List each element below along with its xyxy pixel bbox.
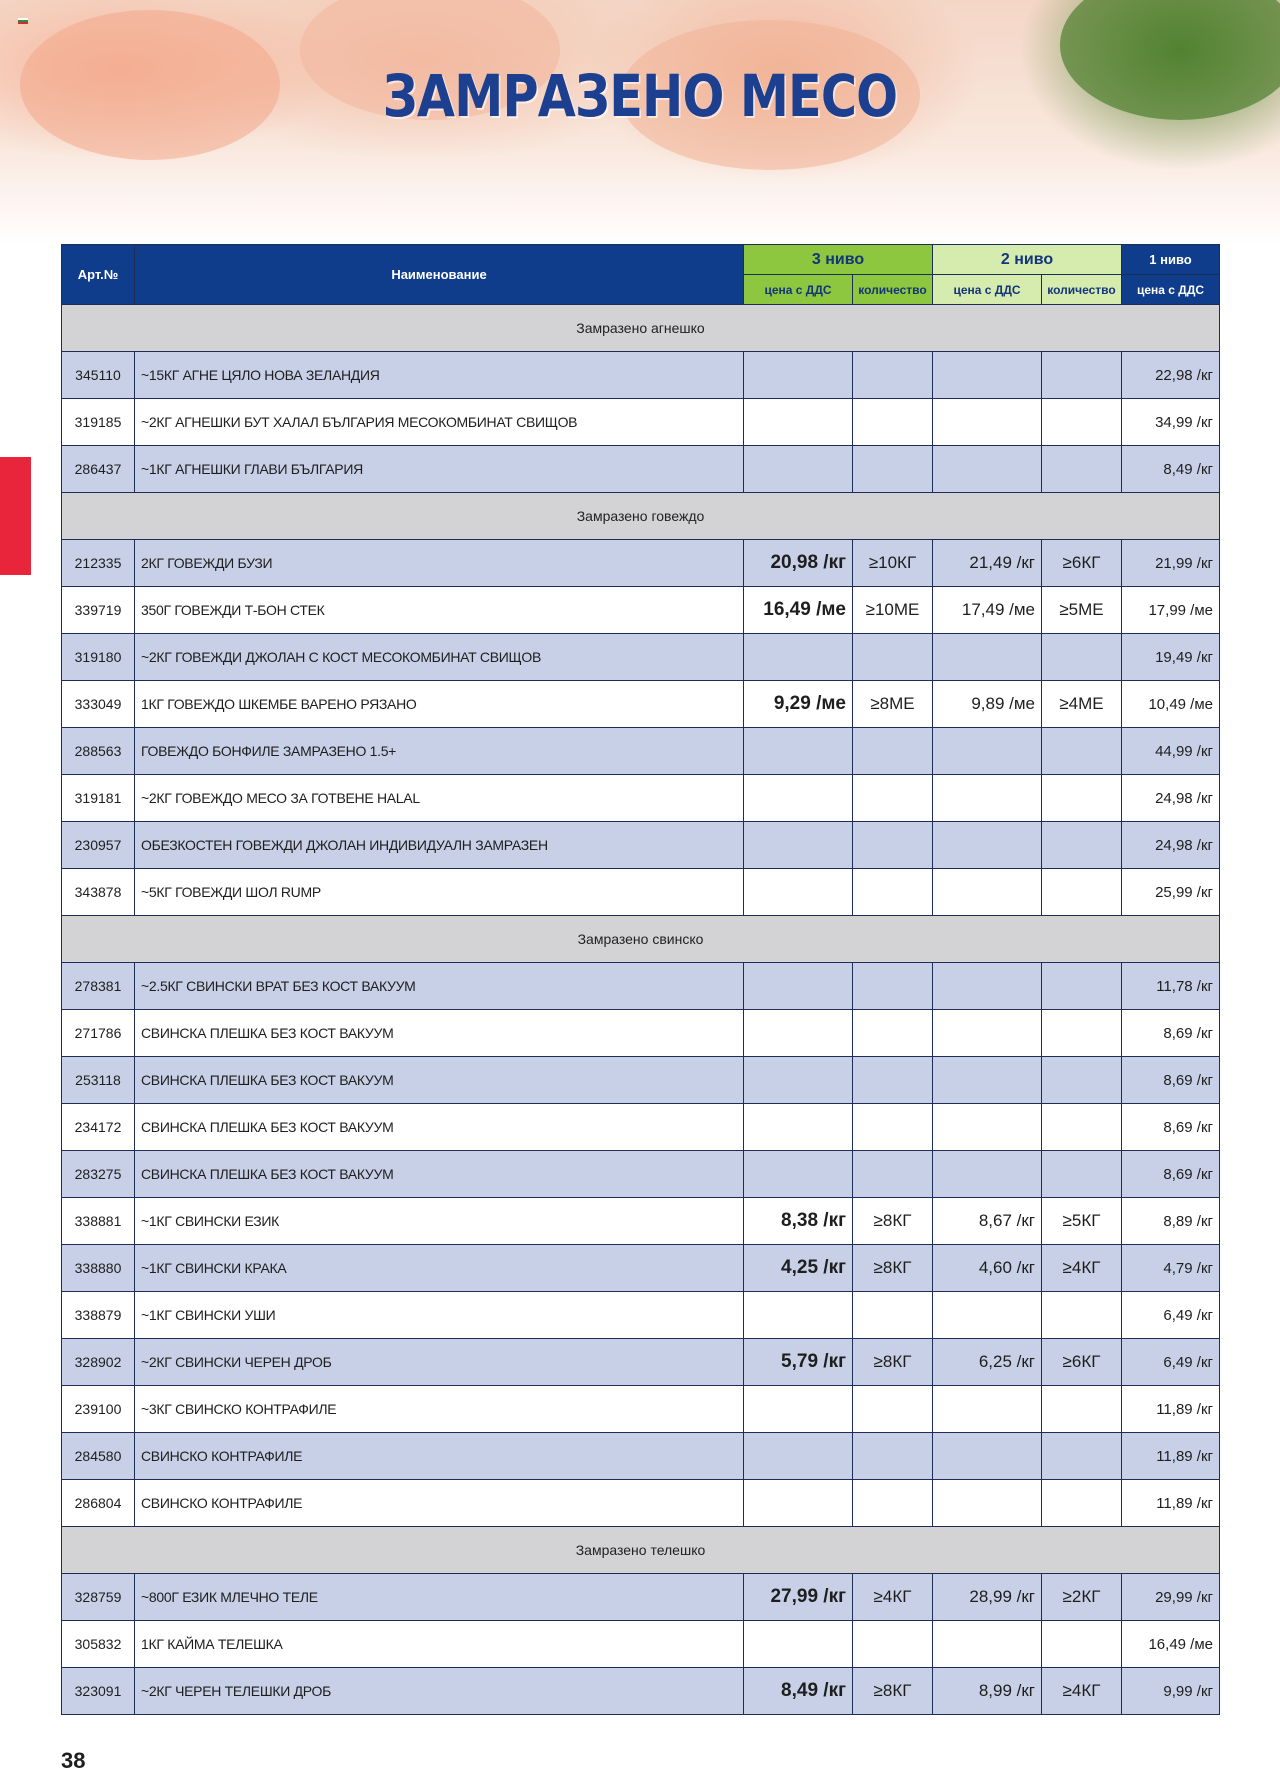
tier1-price: 8,49 /кг — [1122, 446, 1220, 493]
tier3-quantity: ≥8МЕ — [853, 681, 933, 728]
tier3-price — [744, 1386, 853, 1433]
table-row — [62, 1386, 1220, 1433]
article-number: 328759 — [62, 1574, 135, 1621]
tier3-price — [744, 1010, 853, 1057]
tier1-price: 8,89 /кг — [1122, 1198, 1220, 1245]
section-side-tab — [0, 457, 31, 575]
tier2-quantity — [1042, 1480, 1122, 1527]
table-row — [62, 869, 1220, 916]
article-number: 283275 — [62, 1151, 135, 1198]
section-row — [62, 305, 1220, 352]
product-name: ~15КГ АГНЕ ЦЯЛО НОВА ЗЕЛАНДИЯ — [135, 352, 744, 399]
product-name: ~1КГ АГНЕШКИ ГЛАВИ БЪЛГАРИЯ — [135, 446, 744, 493]
tier2-price — [933, 399, 1042, 446]
product-name: СВИНСКО КОНТРАФИЛЕ — [135, 1480, 744, 1527]
tier2-quantity — [1042, 1621, 1122, 1668]
tier2-quantity — [1042, 399, 1122, 446]
tier3-quantity — [853, 775, 933, 822]
tier2-price — [933, 822, 1042, 869]
tier2-quantity — [1042, 869, 1122, 916]
table-row — [62, 1339, 1220, 1386]
tier2-price: 8,67 /кг — [933, 1198, 1042, 1245]
tier3-price — [744, 399, 853, 446]
product-name: ~1КГ СВИНСКИ УШИ — [135, 1292, 744, 1339]
article-number: 234172 — [62, 1104, 135, 1151]
product-name: ~2КГ ГОВЕЖДИ ДЖОЛАН С КОСТ МЕСОКОМБИНАТ СВИЩОВ — [135, 634, 744, 681]
product-name: 2КГ ГОВЕЖДИ БУЗИ — [135, 540, 744, 587]
product-name: СВИНСКО КОНТРАФИЛЕ — [135, 1433, 744, 1480]
tier3-price: 20,98 /кг — [744, 540, 853, 587]
tier3-price — [744, 1151, 853, 1198]
tier2-quantity — [1042, 963, 1122, 1010]
tier2-price: 6,25 /кг — [933, 1339, 1042, 1386]
table-row — [62, 352, 1220, 399]
tier3-price: 5,79 /кг — [744, 1339, 853, 1386]
tier3-price: 16,49 /ме — [744, 587, 853, 634]
tier1-price: 11,78 /кг — [1122, 963, 1220, 1010]
tier2-price — [933, 1010, 1042, 1057]
product-name: ~2КГ ГОВЕЖДО МЕСО ЗА ГОТВЕНЕ HALAL — [135, 775, 744, 822]
tier3-quantity — [853, 352, 933, 399]
article-number: 328902 — [62, 1339, 135, 1386]
header-tier2-quantity: количество — [1042, 275, 1122, 305]
article-number: 288563 — [62, 728, 135, 775]
article-number: 338880 — [62, 1245, 135, 1292]
tier2-quantity — [1042, 1292, 1122, 1339]
tier3-quantity — [853, 869, 933, 916]
section-title: Замразено говеждо — [62, 493, 1220, 540]
table-row — [62, 728, 1220, 775]
tier1-price: 6,49 /кг — [1122, 1339, 1220, 1386]
tier3-price: 8,49 /кг — [744, 1668, 853, 1715]
header-name: Наименование — [135, 245, 744, 305]
hero-banner — [0, 0, 1280, 245]
tier3-price — [744, 1057, 853, 1104]
product-name: ~5КГ ГОВЕЖДИ ШОЛ RUMP — [135, 869, 744, 916]
article-number: 230957 — [62, 822, 135, 869]
article-number: 278381 — [62, 963, 135, 1010]
header-tier2: 2 ниво — [933, 245, 1122, 275]
tier3-price: 4,25 /кг — [744, 1245, 853, 1292]
tier2-price — [933, 634, 1042, 681]
tier2-quantity: ≥5КГ — [1042, 1198, 1122, 1245]
tier1-price: 11,89 /кг — [1122, 1480, 1220, 1527]
article-number: 253118 — [62, 1057, 135, 1104]
tier3-price — [744, 446, 853, 493]
tier1-price: 9,99 /кг — [1122, 1668, 1220, 1715]
tier2-price: 4,60 /кг — [933, 1245, 1042, 1292]
tier3-price — [744, 869, 853, 916]
article-number: 239100 — [62, 1386, 135, 1433]
tier1-price: 11,89 /кг — [1122, 1433, 1220, 1480]
tier3-quantity: ≥8КГ — [853, 1198, 933, 1245]
tier2-price — [933, 1151, 1042, 1198]
table-row — [62, 681, 1220, 728]
tier3-quantity — [853, 1057, 933, 1104]
table-row — [62, 446, 1220, 493]
table-row — [62, 1198, 1220, 1245]
tier3-quantity: ≥4КГ — [853, 1574, 933, 1621]
tier2-price — [933, 963, 1042, 1010]
tier1-price: 8,69 /кг — [1122, 1057, 1220, 1104]
tier2-price — [933, 1480, 1042, 1527]
tier2-price — [933, 446, 1042, 493]
tier2-price — [933, 869, 1042, 916]
section-title: Замразено телешко — [62, 1527, 1220, 1574]
header-art: Арт.№ — [62, 245, 135, 305]
tier1-price: 8,69 /кг — [1122, 1104, 1220, 1151]
product-name: СВИНСКА ПЛЕШКА БЕЗ КОСТ ВАКУУМ — [135, 1104, 744, 1151]
tier3-quantity — [853, 822, 933, 869]
article-number: 319185 — [62, 399, 135, 446]
header-tier3-price: цена с ДДС — [744, 275, 853, 305]
tier3-quantity — [853, 1433, 933, 1480]
section-row — [62, 493, 1220, 540]
tier2-price — [933, 1386, 1042, 1433]
article-number: 319181 — [62, 775, 135, 822]
product-name: ~1КГ СВИНСКИ ЕЗИК — [135, 1198, 744, 1245]
table-row — [62, 1010, 1220, 1057]
article-number: 323091 — [62, 1668, 135, 1715]
article-number: 345110 — [62, 352, 135, 399]
tier2-price: 17,49 /ме — [933, 587, 1042, 634]
tier1-price: 34,99 /кг — [1122, 399, 1220, 446]
tier2-quantity — [1042, 634, 1122, 681]
tier2-price — [933, 728, 1042, 775]
tier2-quantity: ≥6КГ — [1042, 1339, 1122, 1386]
tier1-price: 25,99 /кг — [1122, 869, 1220, 916]
tier1-price: 10,49 /ме — [1122, 681, 1220, 728]
header-tier1: 1 ниво — [1122, 245, 1220, 275]
tier3-price — [744, 963, 853, 1010]
product-name: 350Г ГОВЕЖДИ Т-БОН СТЕК — [135, 587, 744, 634]
tier2-price — [933, 775, 1042, 822]
tier3-quantity: ≥8КГ — [853, 1245, 933, 1292]
product-name: 1КГ ГОВЕЖДО ШКЕМБЕ ВАРЕНО РЯЗАНО — [135, 681, 744, 728]
tier2-price — [933, 1292, 1042, 1339]
article-number: 271786 — [62, 1010, 135, 1057]
tier3-quantity — [853, 1151, 933, 1198]
article-number: 286437 — [62, 446, 135, 493]
header-tier3-quantity: количество — [853, 275, 933, 305]
article-number: 286804 — [62, 1480, 135, 1527]
tier2-quantity — [1042, 1104, 1122, 1151]
tier2-quantity — [1042, 1151, 1122, 1198]
tier3-quantity — [853, 399, 933, 446]
tier2-price: 8,99 /кг — [933, 1668, 1042, 1715]
section-title: Замразено агнешко — [62, 305, 1220, 352]
tier2-quantity: ≥4КГ — [1042, 1668, 1122, 1715]
tier3-quantity — [853, 728, 933, 775]
tier1-price: 8,69 /кг — [1122, 1010, 1220, 1057]
table-row — [62, 634, 1220, 681]
article-number: 343878 — [62, 869, 135, 916]
tier3-quantity: ≥10МЕ — [853, 587, 933, 634]
tier3-quantity — [853, 634, 933, 681]
tier1-price: 19,49 /кг — [1122, 634, 1220, 681]
tier2-price: 21,49 /кг — [933, 540, 1042, 587]
tier2-quantity — [1042, 1057, 1122, 1104]
table-row — [62, 1574, 1220, 1621]
section-row — [62, 916, 1220, 963]
tier3-price — [744, 1480, 853, 1527]
table-row — [62, 540, 1220, 587]
tier3-quantity — [853, 1621, 933, 1668]
product-name: 1КГ КАЙМА ТЕЛЕШКА — [135, 1621, 744, 1668]
tier1-price: 4,79 /кг — [1122, 1245, 1220, 1292]
tier2-quantity: ≥5МЕ — [1042, 587, 1122, 634]
tier2-price: 9,89 /ме — [933, 681, 1042, 728]
tier1-price: 8,69 /кг — [1122, 1151, 1220, 1198]
table-row — [62, 1621, 1220, 1668]
tier2-price — [933, 1104, 1042, 1151]
table-row — [62, 399, 1220, 446]
article-number: 333049 — [62, 681, 135, 728]
header-tier3: 3 ниво — [744, 245, 933, 275]
tier1-price: 11,89 /кг — [1122, 1386, 1220, 1433]
tier1-price: 6,49 /кг — [1122, 1292, 1220, 1339]
tier1-price: 24,98 /кг — [1122, 775, 1220, 822]
tier1-price: 44,99 /кг — [1122, 728, 1220, 775]
price-table-body — [62, 305, 1220, 1715]
tier1-price: 24,98 /кг — [1122, 822, 1220, 869]
table-row — [62, 1433, 1220, 1480]
tier2-quantity — [1042, 1433, 1122, 1480]
tier3-price — [744, 728, 853, 775]
product-name: ~2КГ АГНЕШКИ БУТ ХАЛАЛ БЪЛГАРИЯ МЕСОКОМБИНАТ СВИЩОВ — [135, 399, 744, 446]
tier1-price: 17,99 /ме — [1122, 587, 1220, 634]
tier1-price: 29,99 /кг — [1122, 1574, 1220, 1621]
tier2-quantity — [1042, 728, 1122, 775]
tier2-quantity: ≥6КГ — [1042, 540, 1122, 587]
header-tier2-price: цена с ДДС — [933, 275, 1042, 305]
product-name: ~2КГ СВИНСКИ ЧЕРЕН ДРОБ — [135, 1339, 744, 1386]
tier2-quantity — [1042, 446, 1122, 493]
page-title: ЗАМРАЗЕНО МЕСО — [382, 62, 898, 130]
tier3-quantity — [853, 1292, 933, 1339]
tier3-price — [744, 822, 853, 869]
table-row — [62, 775, 1220, 822]
tier1-price: 21,99 /кг — [1122, 540, 1220, 587]
table-row — [62, 1057, 1220, 1104]
article-number: 338881 — [62, 1198, 135, 1245]
product-name: ~3КГ СВИНСКО КОНТРАФИЛЕ — [135, 1386, 744, 1433]
tier2-quantity — [1042, 1386, 1122, 1433]
article-number: 305832 — [62, 1621, 135, 1668]
tier3-price: 8,38 /кг — [744, 1198, 853, 1245]
product-name: СВИНСКА ПЛЕШКА БЕЗ КОСТ ВАКУУМ — [135, 1151, 744, 1198]
table-row — [62, 822, 1220, 869]
tier3-quantity: ≥10КГ — [853, 540, 933, 587]
table-row — [62, 587, 1220, 634]
price-table — [61, 244, 1220, 1715]
tier2-price — [933, 1621, 1042, 1668]
tier2-quantity: ≥4МЕ — [1042, 681, 1122, 728]
tier3-price — [744, 1292, 853, 1339]
table-row — [62, 1480, 1220, 1527]
table-row — [62, 1151, 1220, 1198]
tier2-price — [933, 352, 1042, 399]
tier3-quantity — [853, 446, 933, 493]
tier3-quantity — [853, 1386, 933, 1433]
tier3-quantity — [853, 963, 933, 1010]
tier1-price: 22,98 /кг — [1122, 352, 1220, 399]
section-row — [62, 1527, 1220, 1574]
product-name: ~2КГ ЧЕРЕН ТЕЛЕШКИ ДРОБ — [135, 1668, 744, 1715]
product-name: ГОВЕЖДО БОНФИЛЕ ЗАМРАЗЕНО 1.5+ — [135, 728, 744, 775]
tier2-price — [933, 1433, 1042, 1480]
product-name: ~2.5КГ СВИНСКИ ВРАТ БЕЗ КОСТ ВАКУУМ — [135, 963, 744, 1010]
header-tier1-price: цена с ДДС — [1122, 275, 1220, 305]
tier2-quantity: ≥4КГ — [1042, 1245, 1122, 1292]
tier2-quantity — [1042, 1010, 1122, 1057]
tier2-quantity: ≥2КГ — [1042, 1574, 1122, 1621]
product-name: ОБЕЗКОСТЕН ГОВЕЖДИ ДЖОЛАН ИНДИВИДУАЛН ЗАМРАЗЕН — [135, 822, 744, 869]
table-row — [62, 1245, 1220, 1292]
tier3-price — [744, 634, 853, 681]
article-number: 319180 — [62, 634, 135, 681]
tier3-quantity — [853, 1480, 933, 1527]
tier1-price: 16,49 /ме — [1122, 1621, 1220, 1668]
table-row — [62, 1292, 1220, 1339]
tier2-price: 28,99 /кг — [933, 1574, 1042, 1621]
tier3-price — [744, 352, 853, 399]
table-row — [62, 1668, 1220, 1715]
tier3-price — [744, 1433, 853, 1480]
tier3-price: 27,99 /кг — [744, 1574, 853, 1621]
article-number: 212335 — [62, 540, 135, 587]
product-name: ~1КГ СВИНСКИ КРАКА — [135, 1245, 744, 1292]
tier2-quantity — [1042, 352, 1122, 399]
product-name: СВИНСКА ПЛЕШКА БЕЗ КОСТ ВАКУУМ — [135, 1057, 744, 1104]
article-number: 338879 — [62, 1292, 135, 1339]
table-row — [62, 1104, 1220, 1151]
tier2-quantity — [1042, 775, 1122, 822]
tier3-price — [744, 1104, 853, 1151]
product-name: ~800Г ЕЗИК МЛЕЧНО ТЕЛЕ — [135, 1574, 744, 1621]
tier3-quantity: ≥8КГ — [853, 1668, 933, 1715]
tier3-quantity — [853, 1104, 933, 1151]
tier3-quantity: ≥8КГ — [853, 1339, 933, 1386]
article-number: 339719 — [62, 587, 135, 634]
product-name: СВИНСКА ПЛЕШКА БЕЗ КОСТ ВАКУУМ — [135, 1010, 744, 1057]
section-title: Замразено свинско — [62, 916, 1220, 963]
table-row — [62, 963, 1220, 1010]
tier3-price — [744, 1621, 853, 1668]
tier3-price — [744, 775, 853, 822]
page-number: 38 — [61, 1748, 86, 1773]
tier3-quantity — [853, 1010, 933, 1057]
tier2-quantity — [1042, 822, 1122, 869]
article-number: 284580 — [62, 1433, 135, 1480]
tier2-price — [933, 1057, 1042, 1104]
flag-icon — [18, 18, 28, 25]
tier3-price: 9,29 /ме — [744, 681, 853, 728]
